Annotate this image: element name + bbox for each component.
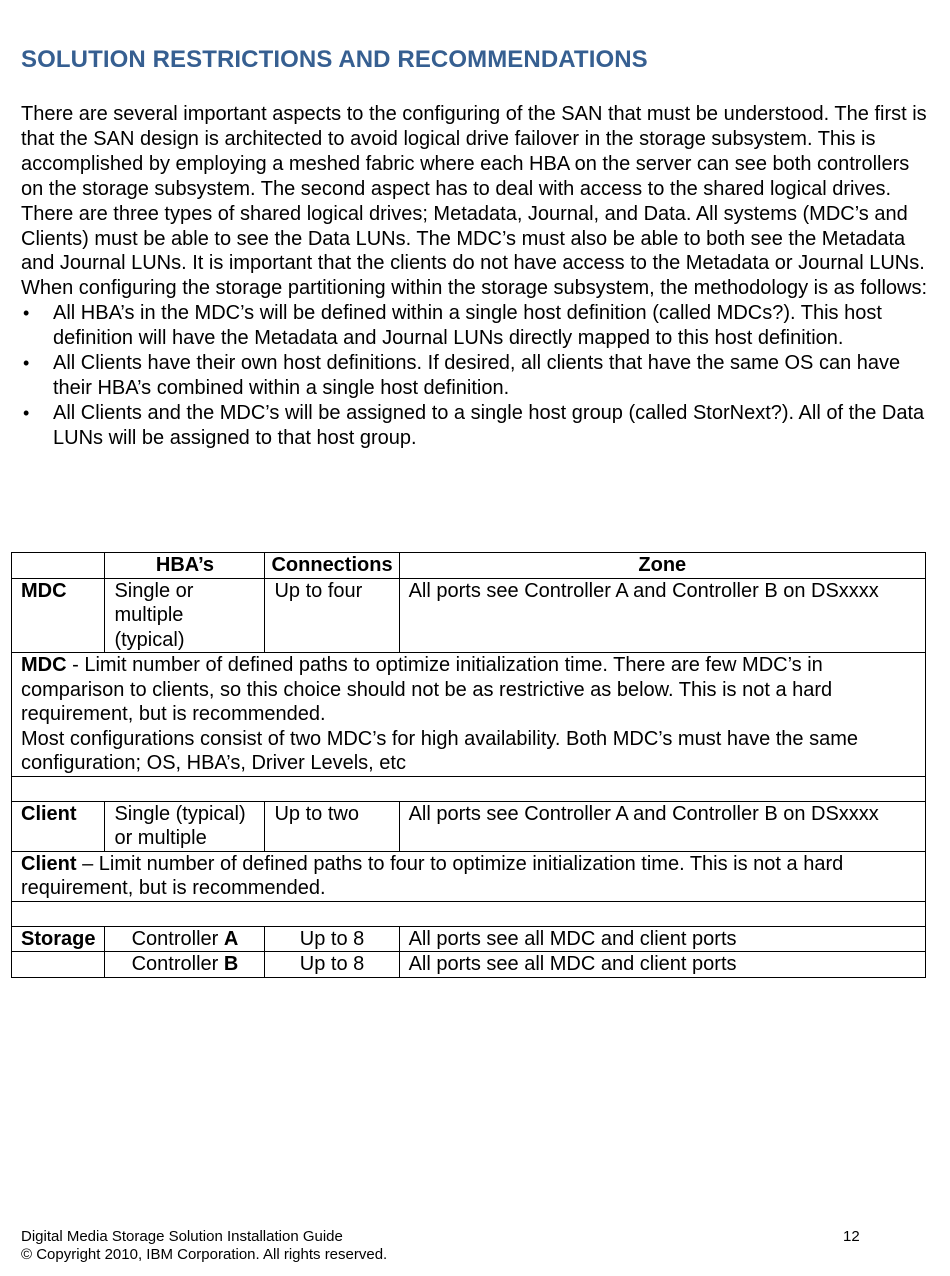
methodology-paragraph: When configuring the storage partitioning within the storage subsystem, the methodology is as follows: [21,277,928,300]
list-item [21,401,931,451]
zone-cell: All ports see Controller A and Controller B on DSxxxx [399,801,925,851]
table-header-cell: Connections [265,553,399,579]
note-text: Most configurations consist of two MDC’s for high availability. Both MDC’s must have the same configuration; OS, HBA’s, Driver Levels, etc [21,727,859,774]
table-row-mdc-note [12,653,926,777]
hbas-cell: Single (typical) or multiple [105,801,265,851]
zone-cell: All ports see Controller A and Controller B on DSxxxx [399,578,925,653]
connections-cell: Up to 8 [265,926,399,952]
footer-guide-title: Digital Media Storage Solution Installation Guide [21,1228,343,1245]
connections-cell: Up to four [265,578,399,653]
row-label: Storage [12,926,105,952]
table-spacer-row [12,901,926,926]
connections-cell: Up to 8 [265,952,399,978]
row-label: Client [12,801,105,851]
table-row-client-note [12,851,926,901]
list-item [21,301,931,351]
note-label: MDC [21,654,67,676]
intro-section [21,102,931,451]
table-header-cell: Zone [399,553,925,579]
table-row-storage-a [12,926,926,952]
controller-cell: Controller A [105,926,265,952]
table-header-cell: HBA’s [105,553,265,579]
note-label: Client [21,852,77,875]
connections-cell: Up to two [265,801,399,851]
note-cell [12,653,926,777]
table-row-client [12,801,926,851]
list-item-text: All Clients and the MDC’s will be assigned to a single host group (called StorNext?). All of the Data LUNs will be assigned to that host group. [53,401,925,449]
zone-cell: All ports see all MDC and client ports [399,952,925,978]
table-row-mdc [12,578,926,653]
bullet-icon: • [23,303,30,324]
table-spacer-row [12,776,926,801]
intro-paragraph: There are several important aspects to the configuring of the SAN that must be understood. The first is that the SAN design is architected to avoid logical drive failover in the storage subsystem. This is accomplished by employing a meshed fabric where each HBA on the server can see both controllers on the storage subsystem. The second aspect has to deal with access to the shared logical drives. There are three types of shared logical drives; Metadata, Journal, and Data. All systems (MDC’s and Clients) must be able to see the Data LUNs. The MDC’s must also be able to both see the Metadata and Journal LUNs. It is important that the clients do not have access to the Metadata or Journal LUNs. [21,103,927,275]
hbas-cell: Single or multiple (typical) [105,578,265,653]
methodology-list [21,301,931,450]
row-label: MDC [12,578,105,653]
controller-cell: Controller B [105,952,265,978]
bullet-icon: • [23,402,30,423]
list-item-text: All HBA’s in the MDC’s will be defined within a single host definition (called MDCs?). This host definition will have the Metadata and Journal LUNs directly mapped to this host definition. [53,302,882,350]
bullet-icon: • [23,353,30,374]
footer-copyright: © Copyright 2010, IBM Corporation. All rights reserved. [21,1246,388,1263]
note-text: – Limit number of defined paths to four to optimize initialization time. This is not a hard requirement, but is recommended. [21,852,844,899]
zone-cell: All ports see all MDC and client ports [399,926,925,952]
page-footer [21,1228,387,1264]
list-item-text: All Clients have their own host definitions. If desired, all clients that have the same OS can have their HBA’s combined within a single host definition. [53,352,901,399]
zoning-table [11,552,926,978]
page-title: SOLUTION RESTRICTIONS AND RECOMMENDATIONS [21,46,648,73]
note-cell [12,851,926,901]
row-label [12,952,105,978]
note-text: - Limit number of defined paths to optimize initialization time. There are few MDC’s in comparison to clients, so this choice should not be as restrictive as below. This is not a hard requirement, but is recommended. [21,654,833,725]
list-item [21,351,931,401]
table-row-storage-b [12,952,926,978]
table-header-cell [12,553,105,579]
page-number: 12 [843,1228,860,1245]
table-header-row [12,553,926,579]
